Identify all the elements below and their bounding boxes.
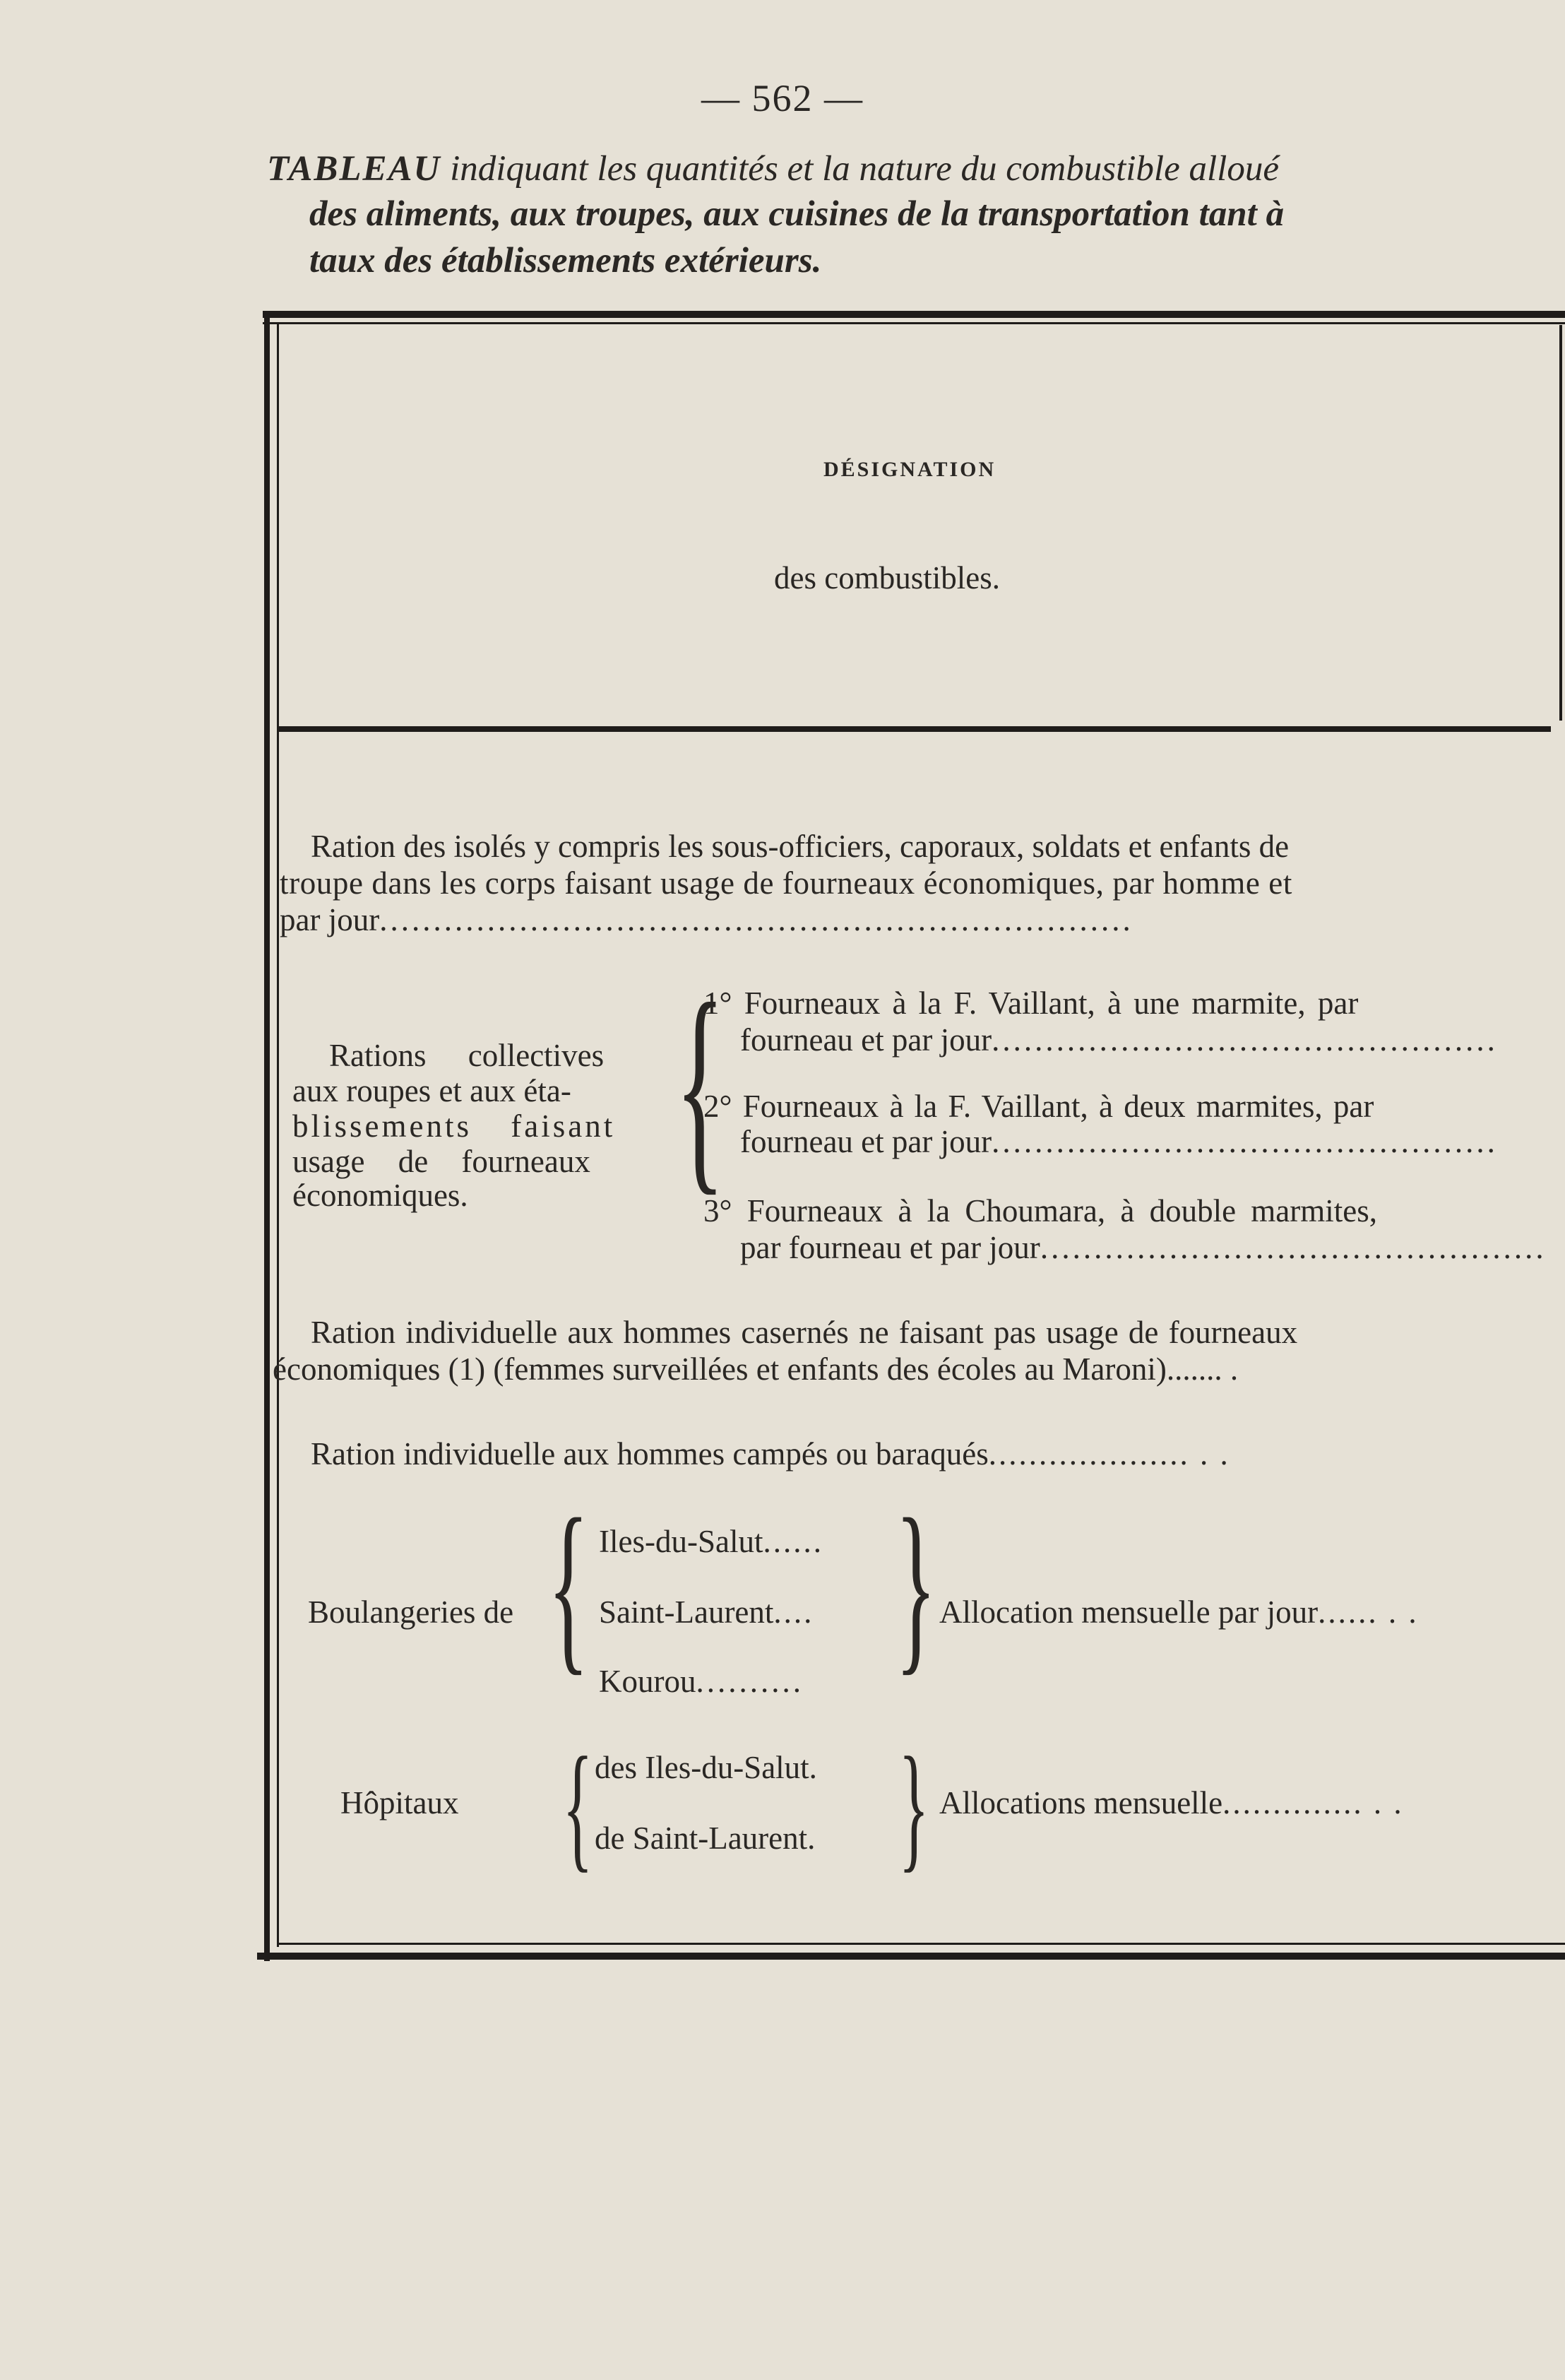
- collectives-label-line-3: blissements faisant: [292, 1108, 616, 1144]
- hopitaux-allocation-text: Allocations mensuelle: [939, 1785, 1223, 1820]
- collectives-item-2-line-1: 2° Fourneaux à la F. Vaillant, à deux marmites, par: [703, 1089, 1374, 1124]
- page-number: — 562 —: [701, 77, 864, 119]
- row-casernes-line-2-text: économiques (1) (femmes surveillées et enfants des écoles au Maroni): [273, 1351, 1167, 1387]
- left-brace: {: [674, 957, 725, 1214]
- dot-leader: ......................................................................: [379, 902, 1133, 937]
- row-isoles-line-3: [280, 901, 1509, 938]
- dot-leader: .............. . .: [1222, 1785, 1404, 1820]
- row-casernes-line-1: Ration individuelle aux hommes casernés ne faisant pas usage de fourneaux: [311, 1315, 1298, 1350]
- collectives-item-3-line-1: 3° Fourneaux à la Choumara, à double marmites,: [703, 1193, 1378, 1229]
- dot-leader: ....... .: [1166, 1351, 1239, 1387]
- hopitaux-label: Hôpitaux: [340, 1785, 459, 1820]
- collectives-item-2-line-2: [740, 1123, 1498, 1160]
- dot-leader: ......: [763, 1524, 823, 1559]
- left-brace: {: [562, 1729, 593, 1885]
- table-top-rule-thin: [263, 322, 1565, 324]
- boulangeries-place-1-text: Iles-du-Salut: [599, 1524, 763, 1559]
- dot-leader: ...............................................: [1040, 1230, 1547, 1265]
- collectives-label-line-2: aux roupes et aux éta-: [292, 1073, 571, 1108]
- collectives-label-line-5: économiques.: [292, 1178, 468, 1213]
- header-right-border: [1559, 325, 1562, 721]
- table-left-border: [264, 311, 270, 1961]
- boulangeries-place-3: [599, 1663, 804, 1700]
- boulangeries-allocation: [939, 1594, 1419, 1630]
- row-campes-line-1: [311, 1435, 1230, 1472]
- hopitaux-allocation: [939, 1784, 1404, 1821]
- hopitaux-place-1: des Iles-du-Salut.: [595, 1750, 817, 1785]
- right-brace: }: [895, 1480, 936, 1691]
- collectives-item-3-line-2: [740, 1229, 1547, 1266]
- table-title-line-1-text: indiquant les quantités et la nature du combustible alloué: [441, 149, 1279, 189]
- row-isoles-line-2: troupe dans les corps faisant usage de fourneaux économiques, par homme et: [280, 865, 1292, 901]
- collectives-item-1-line-2-text: fourneau et par jour: [740, 1022, 992, 1058]
- dot-leader: ..........: [696, 1664, 804, 1699]
- table-title-line-2: des aliments, aux troupes, aux cuisines de la transportation tant à: [309, 194, 1285, 234]
- right-brace: }: [898, 1729, 929, 1885]
- boulangeries-place-2-text: Saint-Laurent: [599, 1594, 774, 1630]
- row-casernes-line-2: [273, 1351, 1238, 1387]
- boulangeries-place-2: [599, 1594, 814, 1630]
- table-bottom-rule-thin: [277, 1943, 1565, 1945]
- row-campes-line-1-text: Ration individuelle aux hommes campés ou baraqués: [311, 1436, 989, 1472]
- row-isoles-line-3-text: par jour: [280, 902, 380, 937]
- table-left-border-thin: [277, 322, 279, 1947]
- boulangeries-label: Boulangeries de: [308, 1594, 514, 1630]
- table-bottom-rule: [257, 1953, 1565, 1960]
- collectives-item-2-line-2-text: fourneau et par jour: [740, 1124, 992, 1159]
- header-separator-rule: [277, 726, 1551, 732]
- dot-leader: ....: [773, 1594, 814, 1630]
- collectives-label-line-1: Rations collectives: [329, 1038, 605, 1073]
- table-top-rule: [263, 311, 1565, 318]
- dot-leader: ...... . .: [1318, 1594, 1419, 1630]
- collectives-item-1-line-1: 1° Fourneaux à la F. Vaillant, à une marmite, par: [703, 985, 1359, 1021]
- column-header-subtitle: des combustibles.: [774, 560, 1000, 596]
- boulangeries-allocation-text: Allocation mensuelle par jour: [939, 1594, 1319, 1630]
- collectives-label-line-4: usage de fourneaux: [292, 1144, 590, 1179]
- dot-leader: ...............................................: [992, 1022, 1498, 1058]
- row-isoles-line-1: Ration des isolés y compris les sous-officiers, caporaux, soldats et enfants de: [311, 829, 1290, 864]
- collectives-item-1-line-2: [740, 1022, 1498, 1058]
- table-title-line-1: [267, 148, 1279, 189]
- hopitaux-place-2: de Saint-Laurent.: [595, 1820, 816, 1856]
- table-title-lead: TABLEAU: [267, 149, 441, 189]
- boulangeries-place-3-text: Kourou: [599, 1664, 696, 1699]
- collectives-item-3-line-2-text: par fourneau et par jour: [740, 1230, 1040, 1265]
- boulangeries-place-1: [599, 1523, 823, 1560]
- table-title-line-3: taux des établissements extérieurs.: [309, 241, 822, 280]
- column-header-designation: DÉSIGNATION: [823, 458, 996, 481]
- dot-leader: .................... . .: [988, 1436, 1230, 1472]
- left-brace: {: [547, 1480, 589, 1691]
- dot-leader: ...............................................: [992, 1124, 1498, 1159]
